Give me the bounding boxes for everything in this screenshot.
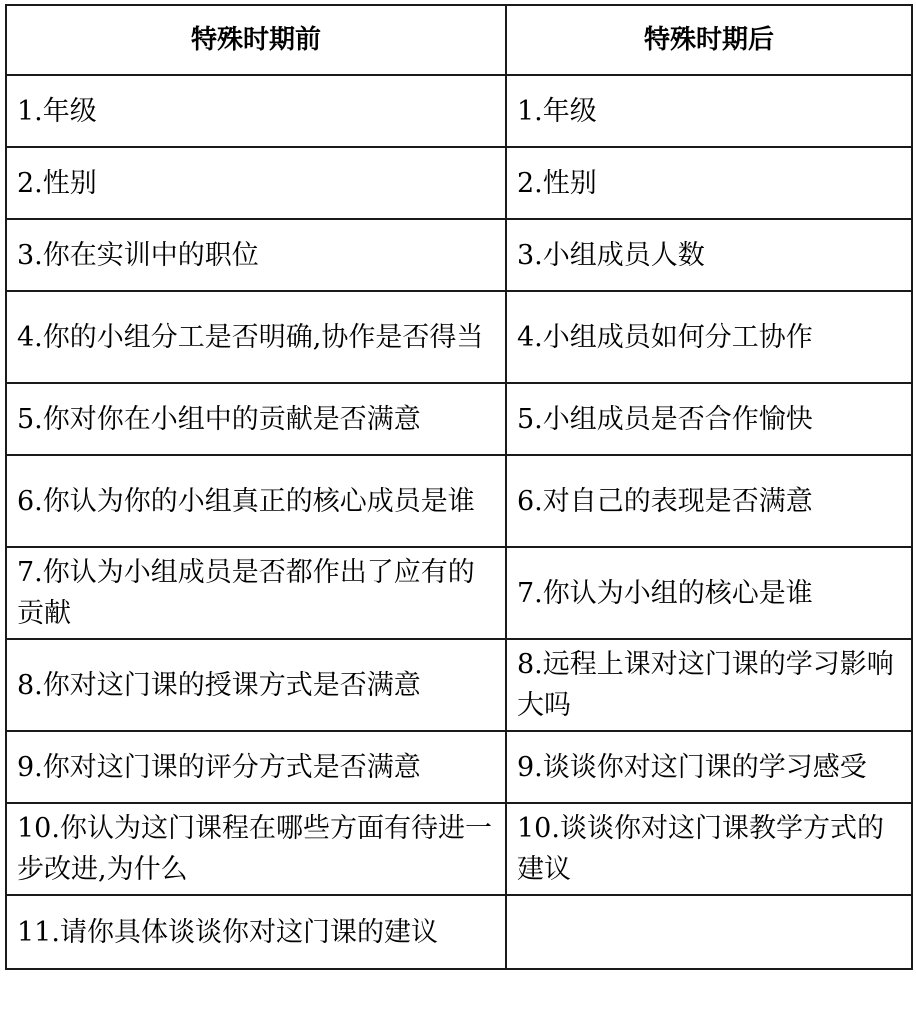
table-row <box>6 731 912 803</box>
table-row <box>6 75 912 147</box>
cell-before: 7.你认为小组成员是否都作出了应有的贡献 <box>6 547 506 639</box>
table-row <box>6 383 912 455</box>
table-row <box>6 803 912 895</box>
cell-after: 7.你认为小组的核心是谁 <box>506 547 912 639</box>
questionnaire-comparison-table <box>5 4 913 970</box>
table-row <box>6 219 912 291</box>
cell-after: 2.性别 <box>506 147 912 219</box>
header-before: 特殊时期前 <box>6 5 506 75</box>
cell-after: 6.对自己的表现是否满意 <box>506 455 912 547</box>
cell-after: 1.年级 <box>506 75 912 147</box>
cell-before: 10.你认为这门课程在哪些方面有待进一步改进,为什么 <box>6 803 506 895</box>
table-row <box>6 639 912 731</box>
table-row <box>6 895 912 969</box>
table-row <box>6 455 912 547</box>
cell-before: 1.年级 <box>6 75 506 147</box>
cell-after: 4.小组成员如何分工协作 <box>506 291 912 383</box>
cell-before: 4.你的小组分工是否明确,协作是否得当 <box>6 291 506 383</box>
cell-before: 5.你对你在小组中的贡献是否满意 <box>6 383 506 455</box>
cell-after: 5.小组成员是否合作愉快 <box>506 383 912 455</box>
table-row <box>6 147 912 219</box>
cell-before: 3.你在实训中的职位 <box>6 219 506 291</box>
cell-after <box>506 895 912 969</box>
cell-before: 6.你认为你的小组真正的核心成员是谁 <box>6 455 506 547</box>
cell-before: 11.请你具体谈谈你对这门课的建议 <box>6 895 506 969</box>
cell-before: 2.性别 <box>6 147 506 219</box>
header-after: 特殊时期后 <box>506 5 912 75</box>
cell-before: 9.你对这门课的评分方式是否满意 <box>6 731 506 803</box>
header-row <box>6 5 912 75</box>
table-row <box>6 547 912 639</box>
cell-after: 8.远程上课对这门课的学习影响大吗 <box>506 639 912 731</box>
cell-after: 3.小组成员人数 <box>506 219 912 291</box>
cell-before: 8.你对这门课的授课方式是否满意 <box>6 639 506 731</box>
cell-after: 9.谈谈你对这门课的学习感受 <box>506 731 912 803</box>
table-row <box>6 291 912 383</box>
cell-after: 10.谈谈你对这门课教学方式的建议 <box>506 803 912 895</box>
